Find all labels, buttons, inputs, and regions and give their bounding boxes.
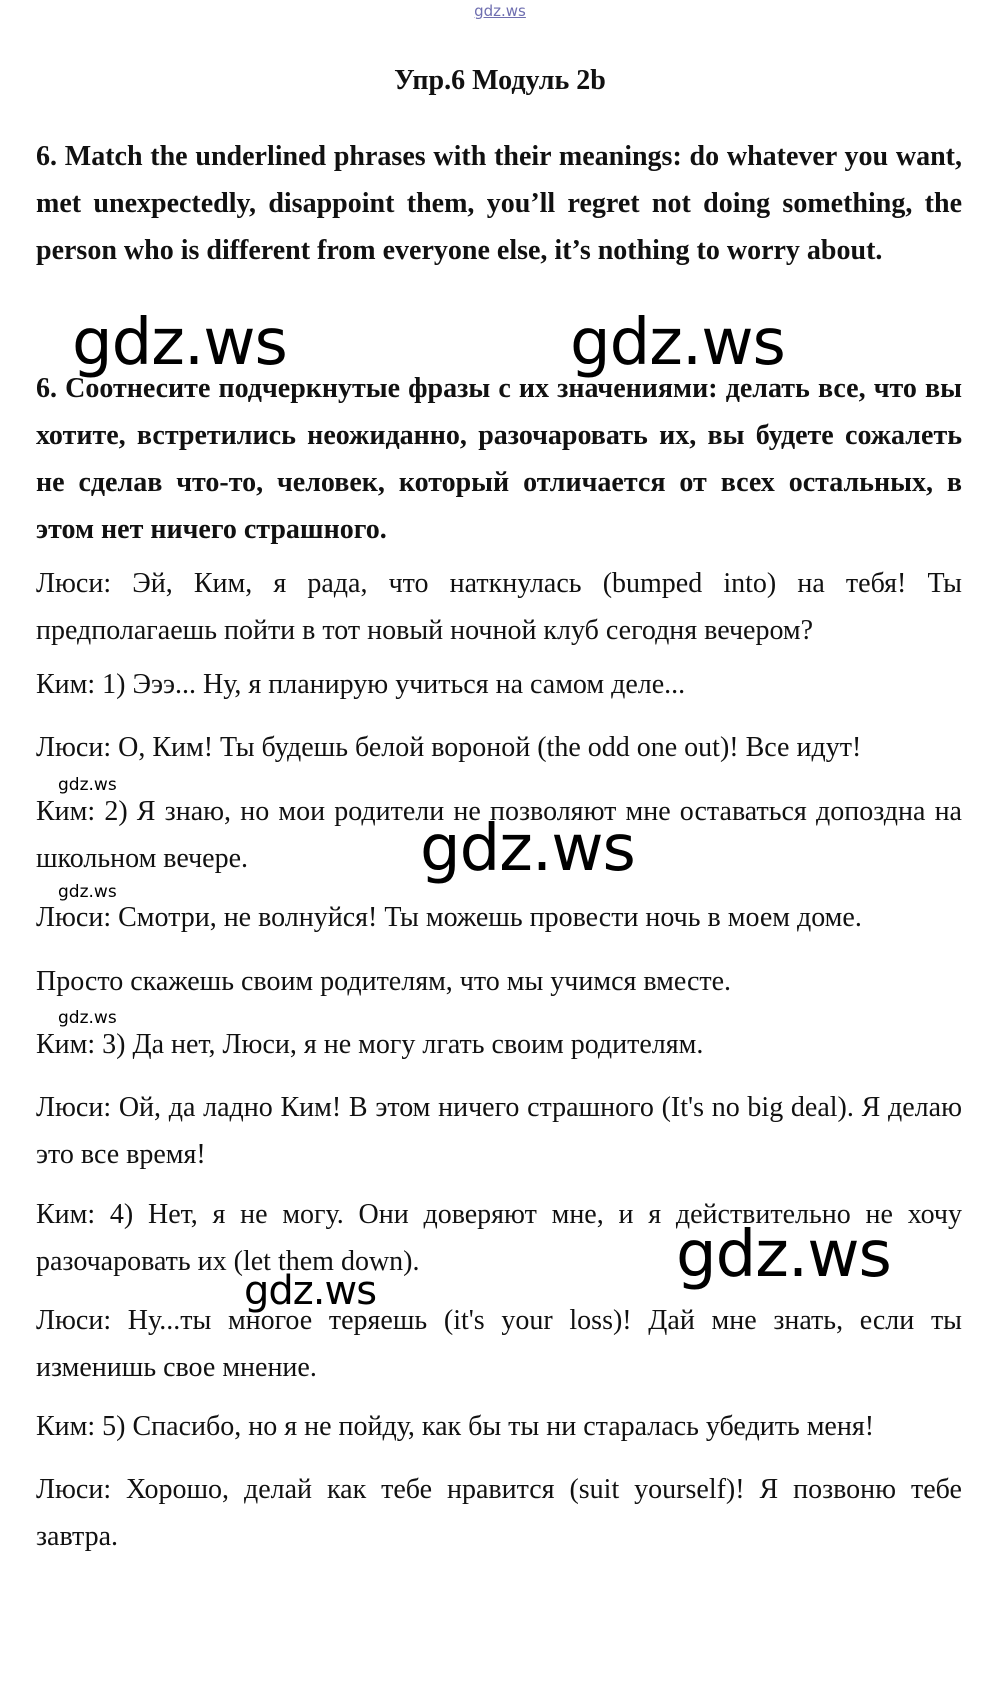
watermark-4: gdz.ws bbox=[676, 1218, 891, 1292]
dialogue-line-9: Ким: 4) Нет, я не могу. Они доверяют мне, и я действительно не хочу разочаровать их (let them down). bbox=[36, 1199, 962, 1277]
watermark-5: gdz.ws bbox=[244, 1268, 377, 1314]
watermark-small-1: gdz.ws bbox=[58, 775, 117, 795]
page-title: Упр.6 Модуль 2b bbox=[394, 65, 606, 96]
watermark-1: gdz.ws bbox=[72, 306, 287, 380]
watermark-3: gdz.ws bbox=[420, 812, 635, 886]
task-russian: 6. Соотнесите подчеркнутые фразы с их значениями: делать все, что вы хотите, встретились неожиданно, разочаровать их, вы будете сожалеть не сделав что-то, человек, который отличается от всех остальных, в этом нет ничего страшного. bbox=[36, 373, 962, 545]
dialogue-line-6: Просто скажешь своим родителям, что мы учимся вместе. bbox=[36, 966, 732, 997]
dialogue-line-1: Люси: Эй, Ким, я рада, что наткнулась (bumped into) на тебя! Ты предполагаешь пойти в тот новый ночной клуб сегодня вечером? bbox=[36, 568, 962, 646]
dialogue-line-10: Люси: Ну...ты многое теряешь (it's your loss)! Дай мне знать, если ты изменишь свое мнение. bbox=[36, 1305, 962, 1383]
dialogue-line-12: Люси: Хорошо, делай как тебе нравится (suit yourself)! Я позвоню тебе завтра. bbox=[36, 1474, 962, 1552]
dialogue-line-3: Люси: О, Ким! Ты будешь белой вороной (the odd one out)! Все идут! bbox=[36, 732, 862, 763]
watermark-small-3: gdz.ws bbox=[58, 1008, 117, 1028]
dialogue-line-2: Ким: 1) Эээ... Ну, я планирую учиться на самом деле... bbox=[36, 669, 686, 700]
dialogue-line-7: Ким: 3) Да нет, Люси, я не могу лгать своим родителям. bbox=[36, 1029, 704, 1060]
dialogue-line-11: Ким: 5) Спасибо, но я не пойду, как бы ты ни старалась убедить меня! bbox=[36, 1411, 875, 1442]
watermark-2: gdz.ws bbox=[570, 306, 785, 380]
watermark-small-2: gdz.ws bbox=[58, 882, 117, 902]
dialogue-line-8: Люси: Ой, да ладно Ким! В этом ничего страшного (It's no big deal). Я делаю это все время! bbox=[36, 1092, 962, 1170]
site-mark[interactable]: gdz.ws bbox=[474, 2, 526, 20]
dialogue-line-4: Ким: 2) Я знаю, но мои родители не позволяют мне оставаться допоздна на школьном вечере. bbox=[36, 796, 962, 874]
dialogue-line-5: Люси: Смотри, не волнуйся! Ты можешь провести ночь в моем доме. bbox=[36, 902, 862, 933]
task-english: 6. Match the underlined phrases with their meanings: do whatever you want, met unexpectedly, disappoint them, you’ll regret not doing something, the person who is different from everyone else, it’s nothing to worry about. bbox=[36, 141, 962, 266]
